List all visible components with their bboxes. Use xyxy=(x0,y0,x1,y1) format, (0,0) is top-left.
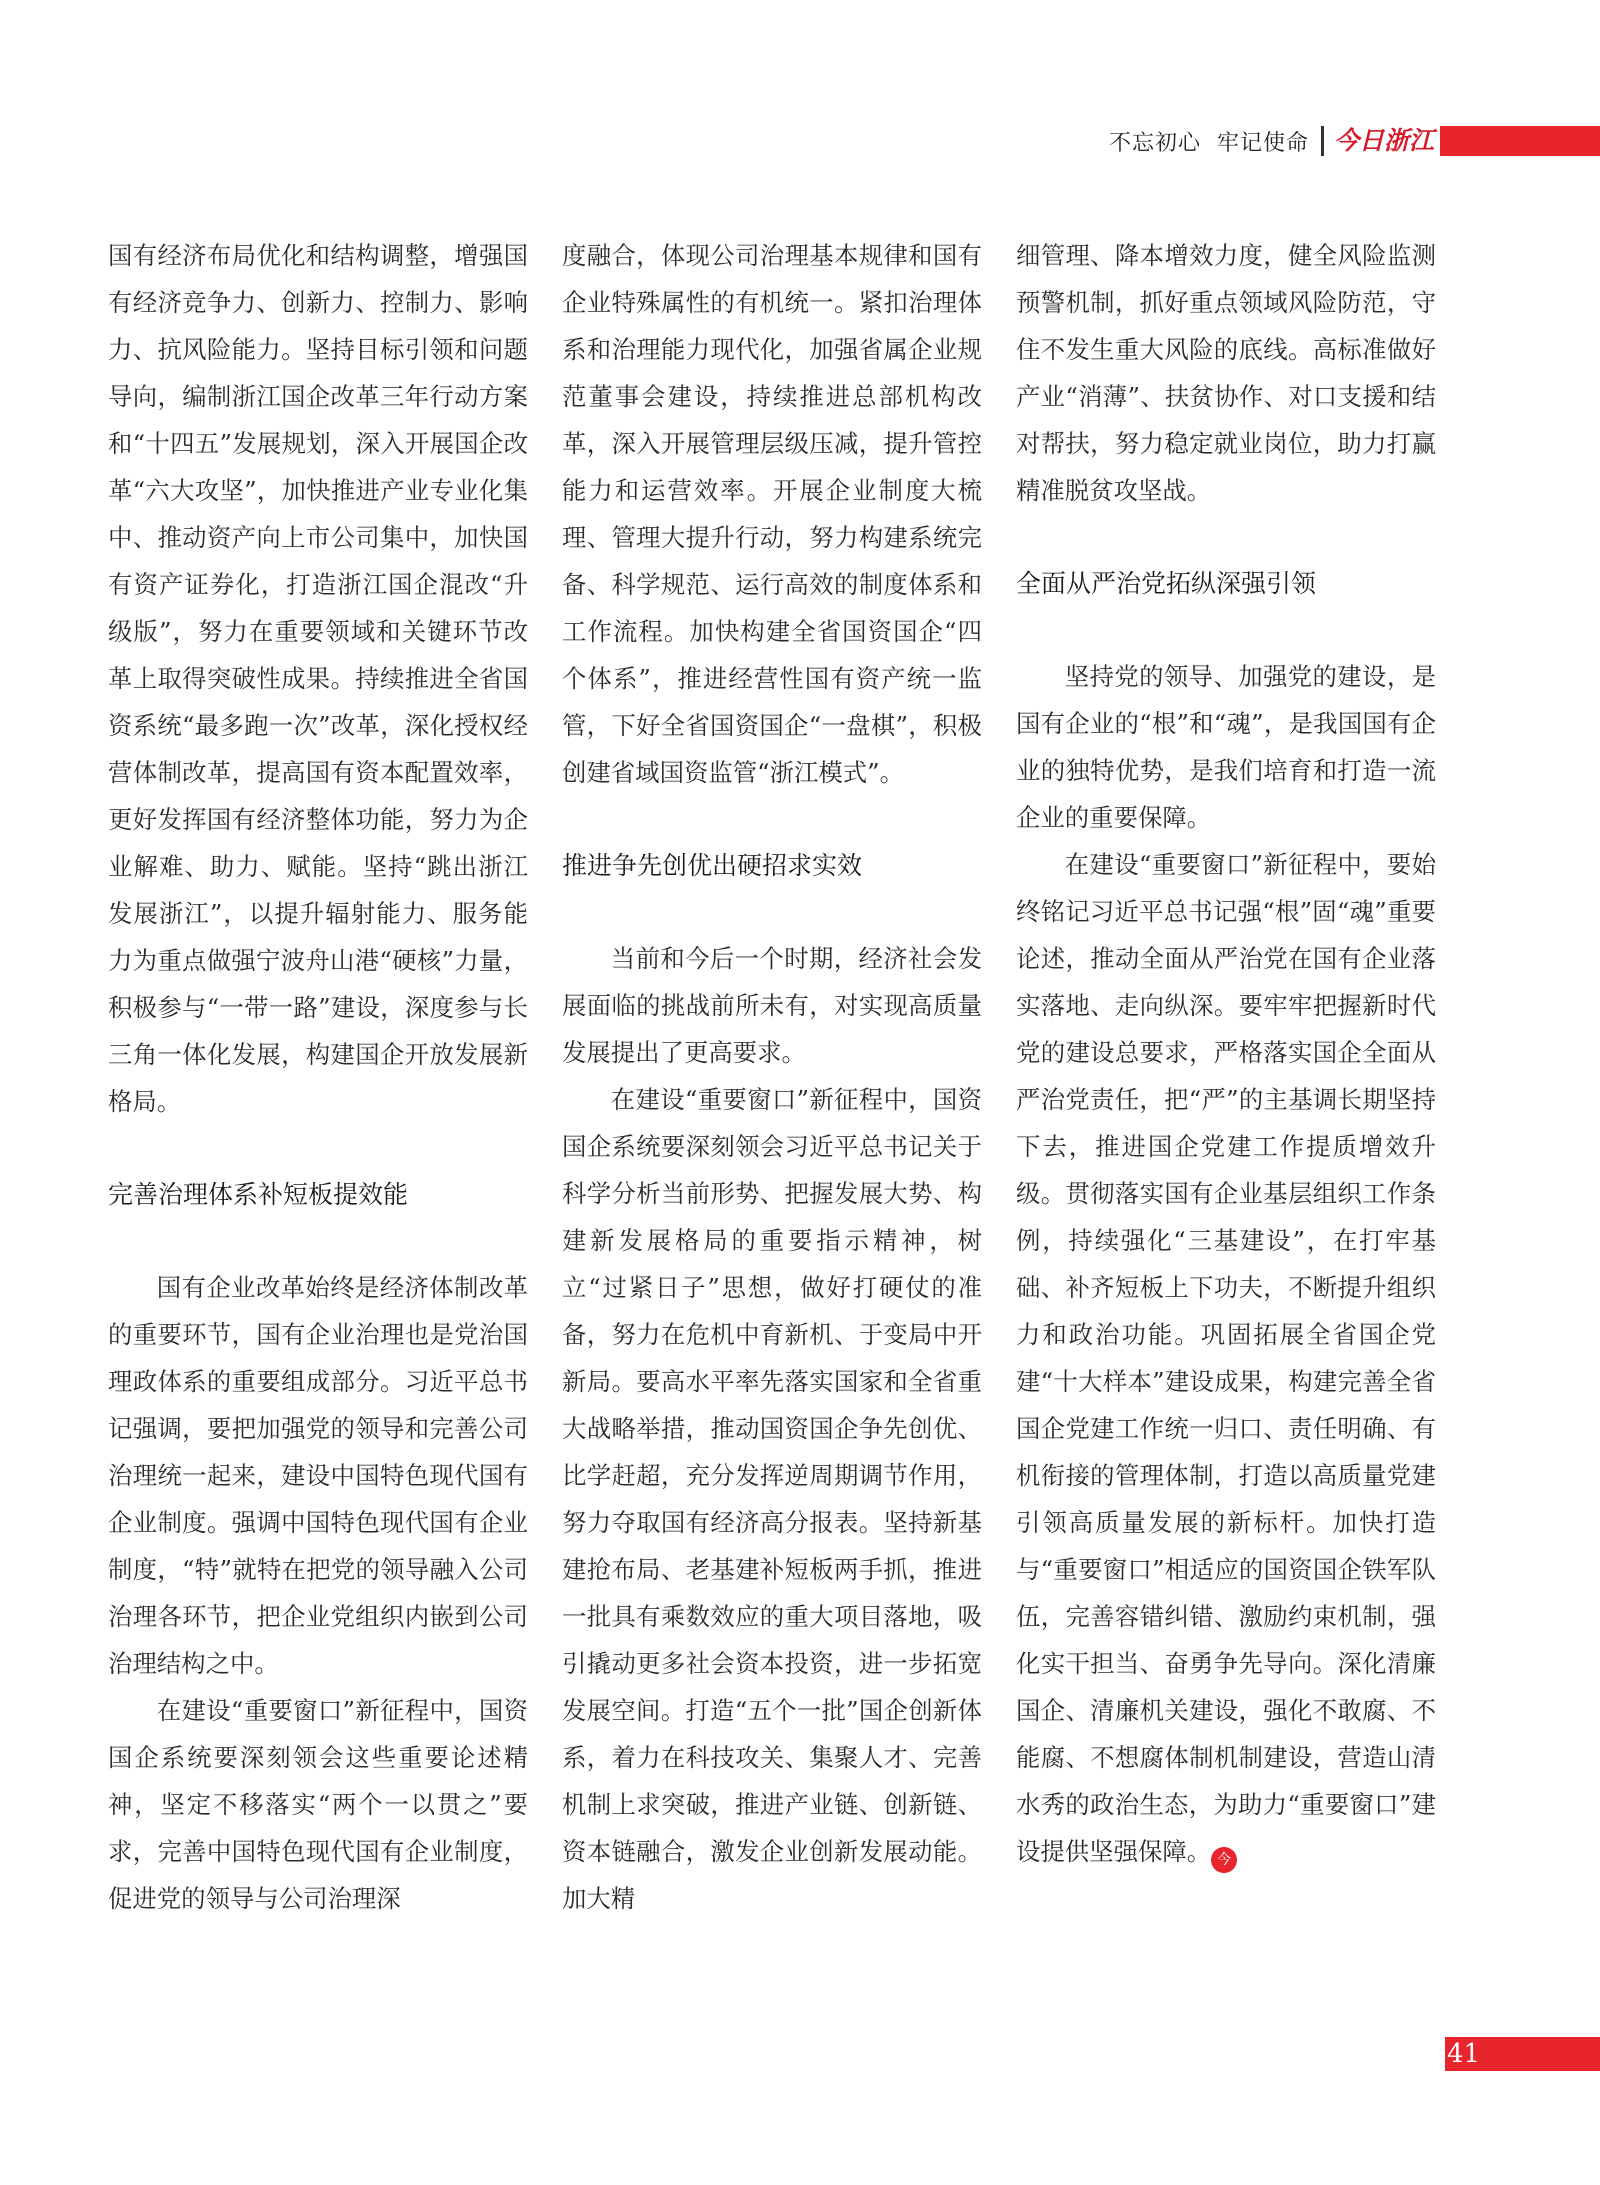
paragraph: 度融合，体现公司治理基本规律和国有企业特殊属性的有机统一。紧扣治理体系和治理能力现代化，加强省属企业规范董事会建设，持续推进总部机构改革，深入开展管理层级压减，提升管控能力和运营效率。开展企业制度大梳理、管理大提升行动，努力构建系统完备、科学规范、运行高效的制度体系和工作流程。加快构建全省国资国企“四个体系”，推进经营性国有资产统一监管，下好全省国资国企“一盘棋”，积极创建省域国资监管“浙江模式”。 xyxy=(562,241,982,787)
paragraph: 在建设“重要窗口”新征程中，国资国企系统要深刻领会习近平总书记关于科学分析当前形势、把握发展大势、构建新发展格局的重要指示精神，树立“过紧日子”思想，做好打硬仗的准备，努力在危机中育新机、于变局中开新局。要高水平率先落实国家和全省重大战略举措，推动国资国企争先创优、比学赶超，充分发挥逆周期调节作用，努力夺取国有经济高分报表。坚持新基建抢布局、老基建补短板两手抓，推进一批具有乘数效应的重大项目落地，吸引撬动更多社会资本投资，进一步拓宽发展空间。打造“五个一批”国企创新体系，着力在科技攻关、集聚人才、完善机制上求突破，推进产业链、创新链、资本链融合，激发企业创新发展动能。加大精 xyxy=(562,1085,982,1913)
column-2 xyxy=(562,232,982,1922)
column-1 xyxy=(108,232,528,1922)
paragraph: 国有企业改革始终是经济体制改革的重要环节，国有企业治理也是党治国理政体系的重要组成部分。习近平总书记强调，要把加强党的领导和完善公司治理统一起来，建设中国特色现代国有企业制度。强调中国特色现代国有企业制度，“特”就特在把党的领导融入公司治理各环节，把企业党组织内嵌到公司治理结构之中。 xyxy=(108,1273,528,1678)
page-number: 41 xyxy=(1447,2039,1481,2069)
paragraph-last xyxy=(1016,841,1436,1875)
magazine-logo: 今日浙江 xyxy=(1321,126,1434,156)
paragraph: 细管理、降本增效力度，健全风险监测预警机制，抓好重点领域风险防范，守住不发生重大风险的底线。高标准做好产业“消薄”、扶贫协作、对口支援和结对帮扶，努力稳定就业岗位，助力打赢精准脱贫攻坚战。 xyxy=(1016,241,1436,505)
paragraph-text: 在建设“重要窗口”新征程中，要始终铭记习近平总书记强“根”固“魂”重要论述，推动全面从严治党在国有企业落实落地、走向纵深。要牢牢把握新时代党的建设总要求，严格落实国企全面从严治党责任，把“严”的主基调长期坚持下去，推进国企党建工作提质增效升级。贯彻落实国有企业基层组织工作条例，持续强化“三基建设”，在打牢基础、补齐短板上下功夫，不断提升组织力和政治功能。巩固拓展全省国企党建“十大样本”建设成果，构建完善全省国企党建工作统一归口、责任明确、有机衔接的管理体制，打造以高质量党建引领高质量发展的新标杆。加快打造与“重要窗口”相适应的国资国企铁军队伍，完善容错纠错、激励约束机制，强化实干担当、奋勇争先导向。深化清廉国企、清廉机关建设，强化不敢腐、不能腐、不想腐体制机制建设，营造山清水秀的政治生态，为助力“重要窗口”建设提供坚强保障。 xyxy=(1016,850,1436,1866)
section-heading: 完善治理体系补短板提效能 xyxy=(108,1180,409,1209)
paragraph: 当前和今后一个时期，经济社会发展面临的挑战前所未有，对实现高质量发展提出了更高要求。 xyxy=(562,944,982,1067)
end-mark-icon: 今 xyxy=(1211,1847,1237,1873)
header-red-bar xyxy=(1440,126,1600,156)
paragraph: 坚持党的领导、加强党的建设，是国有企业的“根”和“魂”，是我国国有企业的独特优势，是我们培育和打造一流企业的重要保障。 xyxy=(1016,662,1436,832)
header-slogan: 不忘初心 牢记使命 xyxy=(1108,130,1309,156)
section-heading: 推进争先创优出硬招求实效 xyxy=(562,851,863,880)
paragraph: 在建设“重要窗口”新征程中，国资国企系统要深刻领会这些重要论述精神，坚定不移落实“两个一以贯之”要求，完善中国特色现代国有企业制度，促进党的领导与公司治理深 xyxy=(108,1696,528,1913)
page-header xyxy=(1109,124,1600,158)
column-3 xyxy=(1016,232,1436,1875)
paragraph: 国有经济布局优化和结构调整，增强国有经济竞争力、创新力、控制力、影响力、抗风险能力。坚持目标引领和问题导向，编制浙江国企改革三年行动方案和“十四五”发展规划，深入开展国企改革“六大攻坚”，加快推进产业专业化集中、推动资产向上市公司集中，加快国有资产证券化，打造浙江国企混改“升级版”，努力在重要领域和关键环节改革上取得突破性成果。持续推进全省国资系统“最多跑一次”改革，深化授权经营体制改革，提高国有资本配置效率，更好发挥国有经济整体功能，努力为企业解难、助力、赋能。坚持“跳出浙江发展浙江”，以提升辐射能力、服务能力为重点做强宁波舟山港“硬核”力量，积极参与“一带一路”建设，深度参与长三角一体化发展，构建国企开放发展新格局。 xyxy=(108,241,528,1116)
section-heading: 全面从严治党拓纵深强引领 xyxy=(1016,569,1317,598)
